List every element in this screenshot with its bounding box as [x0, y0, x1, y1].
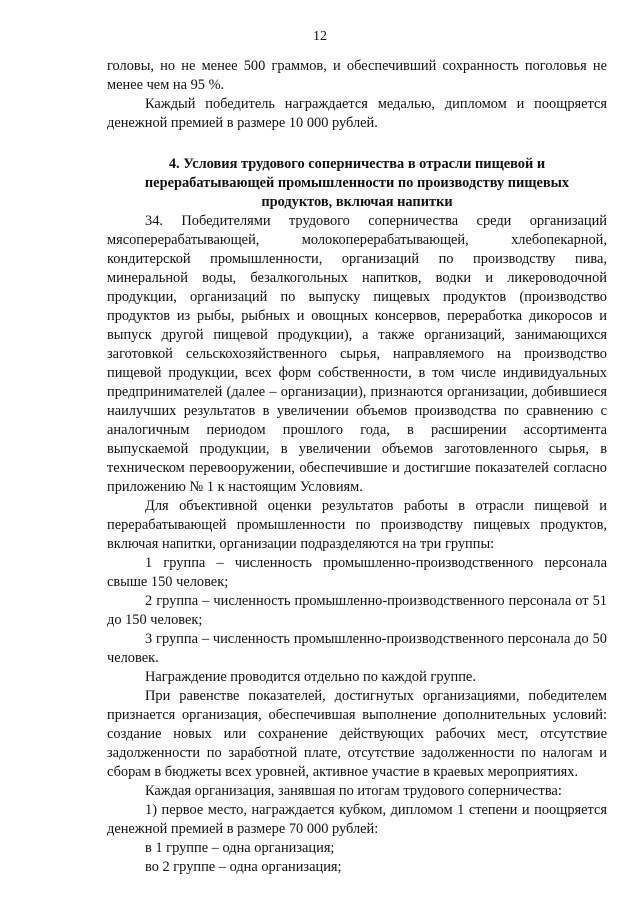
paragraph-first-place-group-1: в 1 группе – одна организация; [145, 840, 335, 856]
paragraph-first-place: 1) первое место, награждается кубком, дипломом 1 степени и поощряется денежной премией в размере 70 000 рублей: [107, 802, 607, 837]
page-number: 12 [313, 29, 327, 44]
paragraph-continuation: головы, но не менее 500 граммов, и обеспечивший сохранность поголовья не менее чем на 95 %. [107, 58, 607, 93]
paragraph-group-1: 1 группа – численность промышленно-производственного персонала свыше 150 человек; [107, 555, 607, 590]
paragraph-first-place-group-2: во 2 группе – одна организация; [145, 859, 342, 875]
paragraph-separate-award: Награждение проводится отдельно по каждой группе. [145, 669, 476, 685]
paragraph-group-2: 2 группа – численность промышленно-производственного персонала от 51 до 150 человек; [107, 593, 607, 628]
paragraph-clause-34: 34. Победителями трудового соперничества среди организаций мясоперерабатывающей, молокоперерабатывающей, хлебопекарной, кондитерской промышленности, организаций по производству пива, минеральной воды, безалкогольных напитков, водки и ликероводочной продукции, организаций по выпуску пищевых продуктов (производство продуктов из рыбы, рыбных и овощных консервов, переработка дикоросов и выпуск другой пищевой продукции), а также организаций, занимающихся заготовкой сельскохозяйственного сырья, направляемого на производство пищевой продукции, всех форм собственности, в том числе индивидуальных предпринимателей (далее – организации), признаются организации, добившиеся наилучших результатов в увеличении объемов производства по сравнению с аналогичным периодом прошлого года, в расширении ассортимента выпускаемой продукции, в увеличении объемов заготовленного сырья, в техническом перевооружении, обеспечившие и достигшие показателей согласно приложению № 1 к настоящим Условиям. [107, 213, 607, 495]
paragraph-places-intro: Каждая организация, занявшая по итогам трудового соперничества: [145, 783, 562, 799]
paragraph-group-3: 3 группа – численность промышленно-производственного персонала до 50 человек. [107, 631, 607, 666]
paragraph-groups-intro: Для объективной оценки результатов работы в отрасли пищевой и перерабатывающей промышленности по производству пищевых продуктов, включая напитки, организации подразделяются на три группы: [107, 498, 607, 552]
paragraph-tie-break: При равенстве показателей, достигнутых организациями, победителем признается организация, обеспечившая выполнение дополнительных условий: создание новых или сохранение действующих рабочих мест, отсутствие задолженности по заработной плате, отсутствие задолженности по налогам и сборам в бюджеты всех уровней, активное участие в краевых мероприятиях. [107, 688, 607, 780]
document-body [107, 57, 607, 877]
paragraph-award: Каждый победитель награждается медалью, дипломом и поощряется денежной премией в размере 10 000 рублей. [107, 96, 607, 131]
section-heading: 4. Условия трудового соперничества в отрасли пищевой и перерабатывающей промышленности по производству пищевых продуктов, включая напитки [144, 156, 570, 210]
